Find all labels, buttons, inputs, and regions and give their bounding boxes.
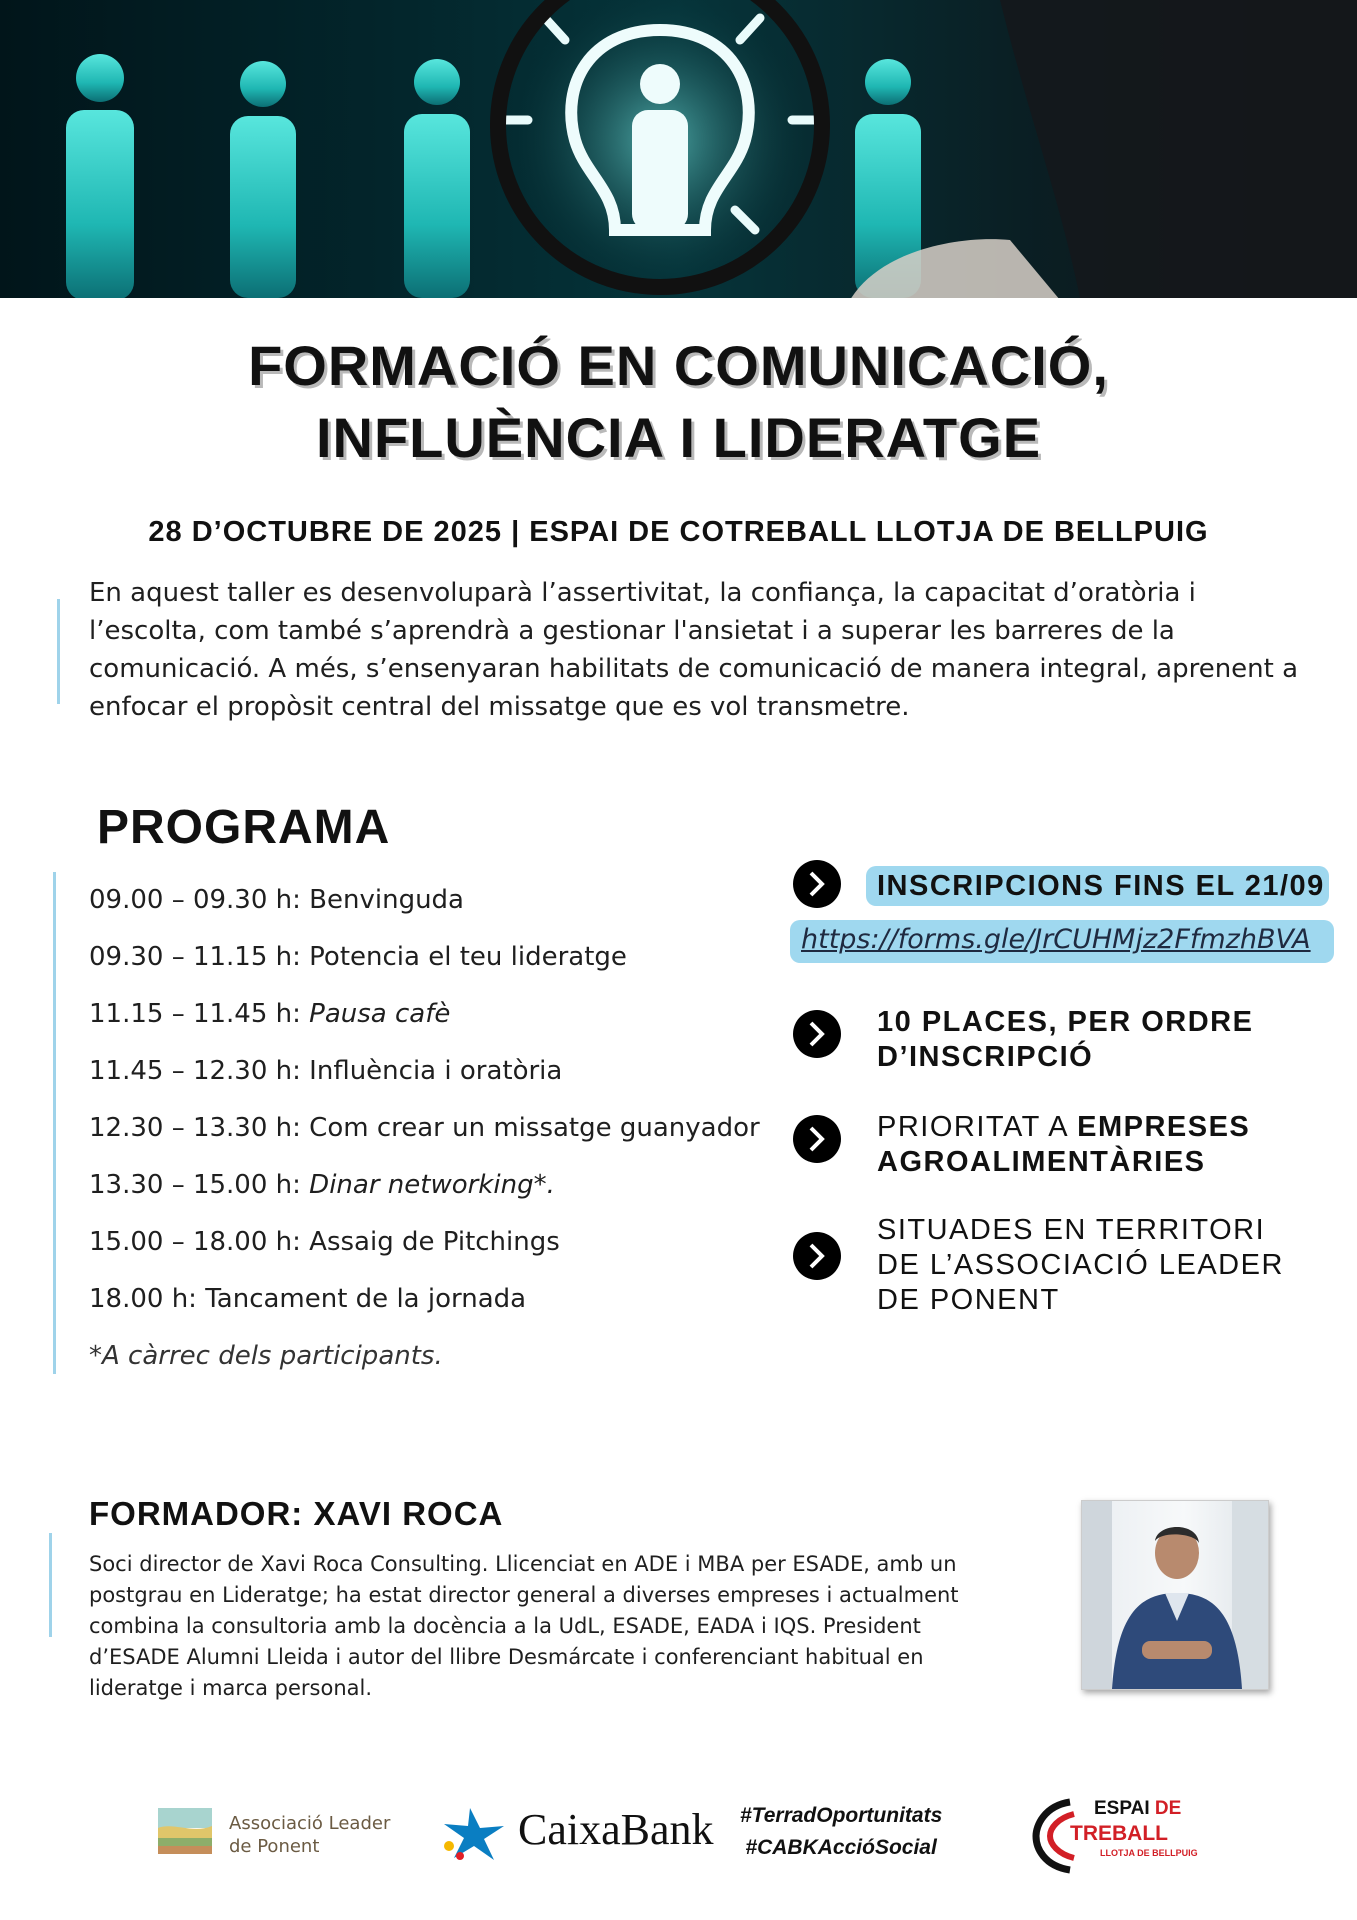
schedule-time: 12.30 – 13.30 h: — [89, 1113, 301, 1143]
schedule-item — [89, 1275, 769, 1332]
hashtag-1: #TerradOportunitats — [740, 1804, 943, 1827]
schedule-label: Com crear un missatge guanyador — [309, 1113, 760, 1143]
intro-accent-bar — [57, 599, 60, 704]
chevron-right-icon — [793, 1232, 841, 1280]
espai-logo-line-2: TREBALL — [1070, 1822, 1168, 1845]
hashtags — [740, 1800, 942, 1864]
priority-info — [877, 1110, 1250, 1180]
schedule-label: Dinar networking*. — [309, 1170, 555, 1200]
chevron-right-icon — [793, 1115, 841, 1163]
schedule-label: Influència i oratòria — [309, 1056, 563, 1086]
schedule-label: Pausa cafè — [309, 999, 451, 1029]
trainer-bio: Soci director de Xavi Roca Consulting. Llicenciat en ADE i MBA per ESADE, amb un postgrau en Lideratge; ha estat director general a diverses empreses i actualment combina la consultoria amb la docència a la UdL, ESADE, EADA i IQS. President d’ESADE Alumni Lleida i autor del llibre Desmárcate i conferenciant habitual en lideratge i marca personal. — [89, 1552, 959, 1700]
schedule-label: Assaig de Pitchings — [309, 1227, 560, 1257]
leader-logo-icon — [158, 1808, 212, 1854]
espai-prefix: ESPAI — [1094, 1798, 1155, 1819]
trainer-photo — [1081, 1500, 1269, 1690]
caixabank-logo-text: CaixaBank — [518, 1805, 714, 1854]
title-line-1: FORMACIÓ EN COMUNICACIÓ, — [248, 334, 1109, 397]
schedule-label: Potencia el teu lideratge — [309, 942, 627, 972]
program-accent-bar — [53, 872, 56, 1374]
priority-bold-2: AGROALIMENTÀRIES — [877, 1146, 1206, 1178]
schedule-item — [89, 1047, 769, 1104]
places-info — [877, 1005, 1253, 1075]
places-line-1: 10 PLACES, PER ORDRE — [877, 1006, 1254, 1038]
trainer-accent-bar — [49, 1533, 52, 1637]
program-heading: PROGRAMA — [97, 801, 391, 854]
trainer-heading: FORMADOR: XAVI ROCA — [89, 1495, 504, 1532]
schedule-item — [89, 933, 769, 990]
territory-line-3: DE PONENT — [877, 1284, 1060, 1316]
event-date-location: 28 D’OCTUBRE DE 2025 | ESPAI DE COTREBALL LLOTJA DE BELLPUIG — [148, 516, 1209, 548]
hero-illustration — [0, 0, 1357, 298]
schedule-item — [89, 1161, 769, 1218]
footer-logos — [0, 1790, 1357, 1900]
chevron-right-icon — [793, 860, 841, 908]
territory-info — [877, 1213, 1284, 1318]
schedule-time: 13.30 – 15.00 h: — [89, 1170, 301, 1200]
espai-de: DE — [1154, 1798, 1182, 1819]
schedule-item — [89, 1218, 769, 1275]
territory-line-2: DE L’ASSOCIACIÓ LEADER — [877, 1249, 1284, 1281]
schedule-time: 11.15 – 11.45 h: — [89, 999, 301, 1029]
leader-line-1: Associació Leader — [229, 1813, 391, 1834]
places-line-2: D’INSCRIPCIÓ — [877, 1041, 1094, 1073]
page-title — [0, 330, 1357, 474]
schedule-time: 18.00 h: — [89, 1284, 197, 1314]
schedule-time: 11.45 – 12.30 h: — [89, 1056, 301, 1086]
caixabank-star-icon — [440, 1806, 506, 1862]
hero-image — [0, 0, 1357, 298]
registration-deadline: INSCRIPCIONS FINS EL 21/09 — [877, 870, 1325, 902]
schedule-time: 09.30 – 11.15 h: — [89, 942, 301, 972]
territory-line-1: SITUADES EN TERRITORI — [877, 1214, 1266, 1246]
schedule-time: 09.00 – 09.30 h: — [89, 885, 301, 915]
registration-link[interactable]: https://forms.gle/JrCUHMjz2FfmzhBVA — [801, 924, 1311, 955]
program-schedule — [89, 876, 769, 1380]
schedule-item — [89, 990, 769, 1047]
schedule-label: Tancament de la jornada — [205, 1284, 527, 1314]
schedule-footnote: *A càrrec dels participants. — [89, 1341, 443, 1371]
intro-paragraph: En aquest taller es desenvoluparà l’assertivitat, la confiança, la capacitat d’oratòria i l’escolta, com també s’aprendrà a gestionar l'ansietat i a superar les barreres de la comunicació. A més, s’ensenyaran habilitats de comunicació de manera integral, aprenent a enfocar el propòsit central del missatge que es vol transmetre. — [89, 578, 1299, 722]
priority-bold-1: EMPRESES — [1077, 1111, 1251, 1143]
schedule-time: 15.00 – 18.00 h: — [89, 1227, 301, 1257]
leader-logo-text — [229, 1812, 390, 1858]
title-line-2: INFLUÈNCIA I LIDERATGE — [315, 406, 1042, 469]
leader-line-2: de Ponent — [229, 1836, 320, 1857]
schedule-item — [89, 1104, 769, 1161]
schedule-item — [89, 876, 769, 933]
espai-logo-line-3: LLOTJA DE BELLPUIG — [1100, 1848, 1198, 1858]
priority-prefix: PRIORITAT A — [877, 1111, 1078, 1143]
chevron-right-icon — [793, 1010, 841, 1058]
schedule-label: Benvinguda — [309, 885, 464, 915]
espai-logo-line-1 — [1094, 1798, 1181, 1820]
hashtag-2: #CABKAccióSocial — [745, 1836, 937, 1859]
